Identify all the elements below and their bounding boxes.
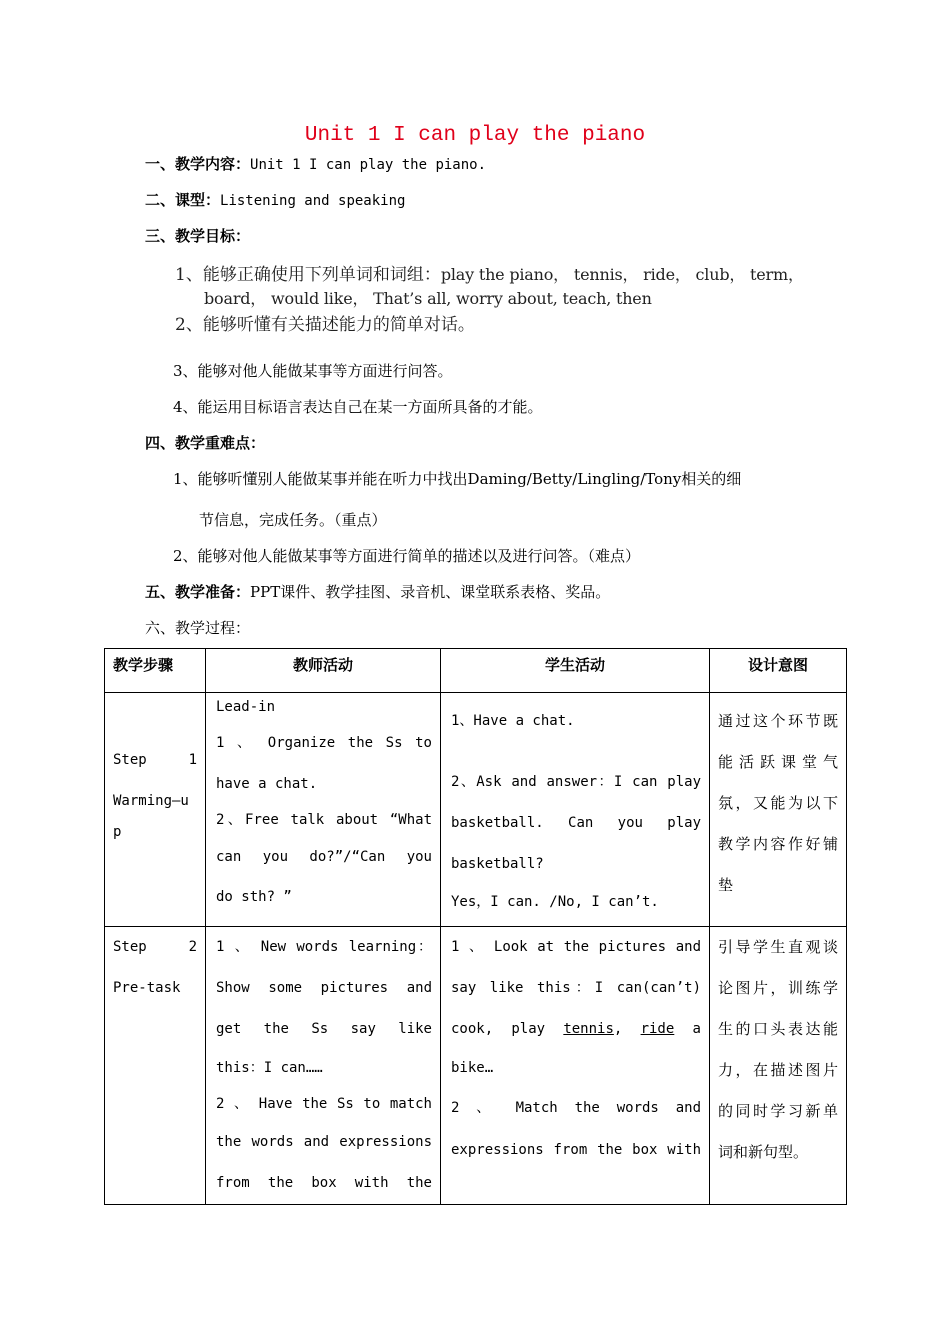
row2-intent-line: 生的口头表达能	[718, 1020, 838, 1038]
goal-3: 3、能够对他人能做某事等方面进行问答。	[173, 362, 453, 380]
goals-heading	[145, 225, 250, 246]
header-step: 教学步骤	[105, 649, 206, 693]
type-label: 二、课型：	[145, 191, 221, 209]
row1-intent-line: 能活跃课堂气	[718, 753, 838, 771]
row2-student-text: a	[692, 1021, 701, 1037]
goal-1-line-2	[204, 286, 652, 309]
row2-step-num: 2	[188, 939, 197, 955]
row1-teacher-line: do sth? ”	[216, 889, 292, 905]
word-ride: ride	[640, 1021, 675, 1037]
row2-teacher-line: from the box with the	[216, 1175, 432, 1191]
goal-1-words: play the piano， tennis， ride， club， term，	[440, 265, 804, 284]
row1-teacher-line: 2、Free talk about “What	[216, 812, 432, 828]
row2-step	[105, 927, 206, 1205]
row1-teacher-line: can you do?”/“Can you	[216, 849, 432, 865]
row2-teacher-line: 2 、 Have the Ss to match	[216, 1096, 432, 1112]
row2-intent-line: 力，在描述图片	[718, 1061, 838, 1079]
row2-intent-line: 的同时学习新单	[718, 1102, 838, 1120]
row2-teacher-line: this：I can……	[216, 1060, 323, 1076]
row1-teacher-line: have a chat.	[216, 776, 318, 792]
row2-teacher-line: the words and expressions	[216, 1134, 432, 1150]
content-line	[145, 153, 486, 174]
row1-intent-line: 通过这个环节既	[718, 712, 838, 730]
key-heading	[145, 432, 265, 453]
row1-step-line	[113, 740, 197, 781]
row2-teacher-line: 1 、 New words learning：	[216, 939, 432, 955]
row1-step-name-end: p	[113, 824, 122, 840]
key-1-a: 1、能够听懂别人能做某事并能在听力中找出Daming/Betty/Lingling/Tony相关的细	[173, 470, 742, 488]
row1-student	[441, 693, 710, 927]
row2-teacher-line: Show some pictures and	[216, 980, 432, 996]
header-student: 学生活动	[441, 649, 710, 693]
header-intent: 设计意图	[710, 649, 847, 693]
key-2: 2、能够对他人能做某事等方面进行简单的描述以及进行问答。（难点）	[173, 547, 641, 565]
row2-student	[441, 927, 710, 1205]
row2-student-line: 2 、 Match the words and	[451, 1100, 701, 1116]
content-label: 一、教学内容：	[145, 155, 251, 173]
goal-1-prefix: 1、能够正确使用下列单词和词组：	[175, 265, 441, 285]
row2-student-line: bike…	[451, 1060, 494, 1076]
row1-student-line: 1、Have a chat.	[451, 713, 575, 729]
row1-intent-line: 教学内容作好铺	[718, 835, 838, 853]
row1-intent-line: 垫	[718, 876, 734, 894]
row1-student-line: basketball?	[451, 856, 544, 872]
header-teacher: 教师活动	[206, 649, 441, 693]
row2-student-text: cook, play	[451, 1021, 546, 1037]
page-title: Unit 1 I can play the piano	[304, 124, 646, 147]
row1-teacher	[206, 693, 441, 927]
table-row	[105, 927, 847, 1205]
content-value: Unit 1 I can play the piano.	[250, 157, 487, 173]
row2-intent	[710, 927, 847, 1205]
prep-line	[145, 581, 610, 602]
goals-label: 三、教学目标：	[145, 227, 251, 245]
word-tennis: tennis	[563, 1021, 614, 1037]
row2-teacher	[206, 927, 441, 1205]
prep-value: PPT课件、教学挂图、录音机、课堂联系表格、奖品。	[250, 583, 611, 601]
table-header-row	[105, 649, 847, 693]
type-line	[145, 189, 405, 210]
row1-teacher-line: 1 、 Organize the Ss to	[216, 735, 432, 751]
row1-student-line: basketball. Can you play	[451, 815, 701, 831]
row1-teacher-line: Lead-in	[216, 699, 276, 715]
row2-intent-line: 引导学生直观谈	[718, 938, 838, 956]
prep-label: 五、教学准备：	[145, 583, 251, 601]
row2-step-name: Pre-task	[113, 980, 181, 996]
table-row	[105, 693, 847, 927]
goal-2: 2、能够听懂有关描述能力的简单对话。	[175, 315, 475, 335]
process-heading: 六、教学过程：	[145, 619, 251, 637]
row1-student-line: Yes，I can. /No, I can’t.	[451, 894, 659, 910]
row1-student-line: 2、Ask and answer：I can play	[451, 774, 701, 790]
type-value: Listening and speaking	[220, 193, 406, 209]
row2-intent-line: 词和新句型。	[718, 1143, 809, 1161]
row2-step-word: Step	[113, 939, 147, 955]
row2-teacher-line: get the Ss say like	[216, 1021, 432, 1037]
row1-step	[105, 693, 206, 927]
row1-step-num: 1	[188, 752, 197, 768]
row1-student-blank	[451, 742, 701, 762]
row1-step-word: Step	[113, 752, 147, 768]
key-label: 四、教学重难点：	[145, 434, 266, 452]
key-1-b: 节信息，完成任务。（重点）	[199, 511, 387, 529]
row1-intent-line: 氛，又能为以下	[718, 794, 838, 812]
goal-1-words-2: board， would like， That’s all, worry about, teach, then	[204, 289, 652, 308]
row2-intent-line: 论图片，训练学	[718, 979, 838, 997]
goal-1-line-1	[175, 260, 804, 285]
row1-step-name: Warming—u	[113, 793, 189, 809]
row2-student-line: say like this：I can(can’t)	[451, 980, 701, 996]
row2-student-line: cook, play tennis, ride a	[451, 1021, 701, 1037]
row2-student-line: expressions from the box with	[451, 1142, 701, 1158]
row1-intent	[710, 693, 847, 927]
row2-student-line: 1 、 Look at the pictures and	[451, 939, 701, 955]
goal-4: 4、能运用目标语言表达自己在某一方面所具备的才能。	[173, 398, 543, 416]
process-table	[104, 648, 847, 1205]
row2-step-line	[113, 927, 197, 968]
